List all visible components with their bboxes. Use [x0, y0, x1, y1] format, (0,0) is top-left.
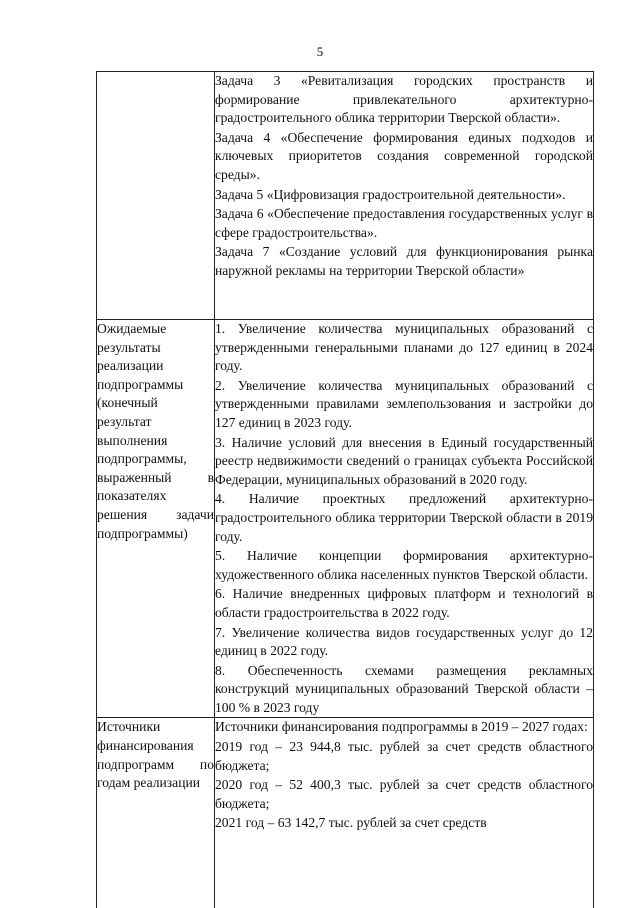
- result-item: 5. Наличие концепции формирования архитектурно-художественного облика населенных пунктов Тверской области.: [215, 548, 593, 582]
- task-3-text: Задача 3 «Ревитализация городских пространств и формирование привлекательного архитектурно-градостроительного облика территории Тверской области».: [215, 73, 593, 126]
- result-item: 4. Наличие проектных предложений архитектурно-градостроительного облика территории Тверской области в 2019 году.: [215, 491, 593, 544]
- funding-year-item: 2020 год – 52 400,3 тыс. рублей за счет средств областного бюджета;: [215, 777, 593, 811]
- task-6-text: Задача 6 «Обеспечение предоставления государственных услуг в сфере градостроительства».: [215, 206, 593, 240]
- row-label-expected-results: Ожидаемые результаты реализации подпрограммы (конечный результат выполнения подпрограммы, выраженный в показателях решения задачи подпрограммы): [97, 320, 215, 718]
- result-item: 1. Увеличение количества муниципальных образований с утвержденными генеральными планами до 127 единиц в 2024 году.: [215, 321, 593, 374]
- table-row: [97, 718, 594, 908]
- funding-intro: Источники финансирования подпрограммы в 2019 – 2027 годах:: [215, 719, 588, 735]
- task-7-text: Задача 7 «Создание условий для функционирования рынка наружной рекламы на территории Тверской области»: [215, 244, 593, 278]
- subprogram-passport-table: [96, 71, 594, 908]
- task-4-text: Задача 4 «Обеспечение формирования единых подходов и ключевых приоритетов создания современной городской среды».: [215, 129, 593, 182]
- result-item: 7. Увеличение количества видов государственных услуг до 12 единиц в 2022 году.: [215, 624, 593, 659]
- row-content: [215, 320, 594, 718]
- funding-year-item: 2019 год – 23 944,8 тыс. рублей за счет средств областного бюджета;: [215, 739, 593, 773]
- page-number: 5: [316, 44, 324, 59]
- row-content: [215, 718, 594, 908]
- result-item: 2. Увеличение количества муниципальных образований с утвержденными правилами землепользования и застройки до 127 единиц в 2023 году.: [215, 377, 593, 430]
- result-item: 8. Обеспеченность схемами размещения рекламных конструкций муниципальных образований Тверской области – 100 % в 2023 году: [215, 662, 593, 715]
- table-row: [97, 72, 594, 320]
- result-item: 3. Наличие условий для внесения в Единый государственный реестр недвижимости сведений о границах субъекта Российской Федерации, муниципальных образований в 2020 году.: [215, 434, 593, 487]
- result-item: 6. Наличие внедренных цифровых платформ и технологий в области градостроительства в 2022 году.: [215, 586, 593, 620]
- row-label-funding-sources: Источники финансирования подпрограмм по годам реализации: [97, 718, 215, 908]
- row-content: [215, 72, 594, 320]
- table-row: [97, 320, 594, 718]
- task-5-text: Задача 5 «Цифровизация градостроительной деятельности».: [215, 186, 566, 202]
- funding-year-item: 2021 год – 63 142,7 тыс. рублей за счет средств: [215, 815, 487, 831]
- row-label: [97, 72, 215, 320]
